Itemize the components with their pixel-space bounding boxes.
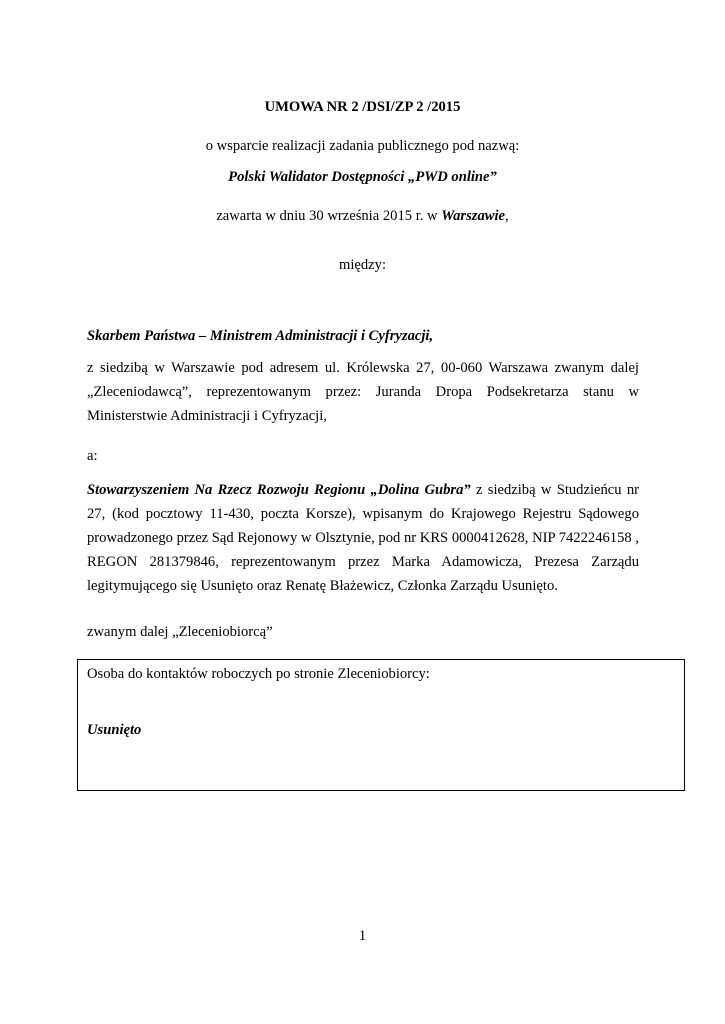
contract-subtitle: o wsparcie realizacji zadania publicznego pod nazwą: — [205, 138, 520, 154]
party2-details: z siedzibą w Studzieńcu nr 27, (kod pocztowy 11-430, poczta Korsze), wpisanym do Krajowego Rejestru Sądowego prowadzonego przez Sąd Rejonowy w Olsztynie, pod nr KRS 0000412628, NIP 7422246158 , REGON 281379846, reprezentowanym przez Marka Adamowicza, Prezesa Zarządu legitymującego się Usunięto oraz Renatę Błażewicz, Członka Zarządu Usunięto. — [87, 482, 639, 594]
and-label: a: — [87, 448, 98, 464]
date-line-suffix: , — [505, 208, 509, 224]
contact-box-label: Osoba do kontaktów roboczych po stronie Zleceniobiorcy: — [87, 666, 430, 682]
party1-details: z siedzibą w Warszawie pod adresem ul. Królewska 27, 00-060 Warszawa zwanym dalej „Zleceniodawcą”, reprezentowanym przez: Juranda Dropa Podsekretarza stanu w Ministerstwie Administracji i Cyfryzacji, — [87, 360, 639, 424]
contact-box — [77, 659, 685, 791]
contractor-called: zwanym dalej „Zleceniobiorcą” — [87, 624, 273, 640]
between-label: między: — [338, 257, 386, 273]
party2-name: Stowarzyszeniem Na Rzecz Rozwoju Regionu „Dolina Gubra” — [87, 482, 471, 498]
date-line-place: Warszawie — [441, 208, 506, 224]
task-name: Polski Walidator Dostępności „PWD online” — [228, 169, 497, 185]
date-line — [0, 207, 725, 225]
page-number: 1 — [358, 928, 367, 944]
contract-title: UMOWA NR 2 /DSI/ZP 2 /2015 — [264, 99, 461, 115]
date-line-prefix: zawarta w dniu 30 września 2015 r. w — [216, 208, 442, 224]
party1-name: Skarbem Państwa – Ministrem Administracji i Cyfryzacji, — [87, 328, 434, 344]
party2-block — [87, 478, 639, 598]
contact-box-value: Usunięto — [87, 722, 142, 738]
